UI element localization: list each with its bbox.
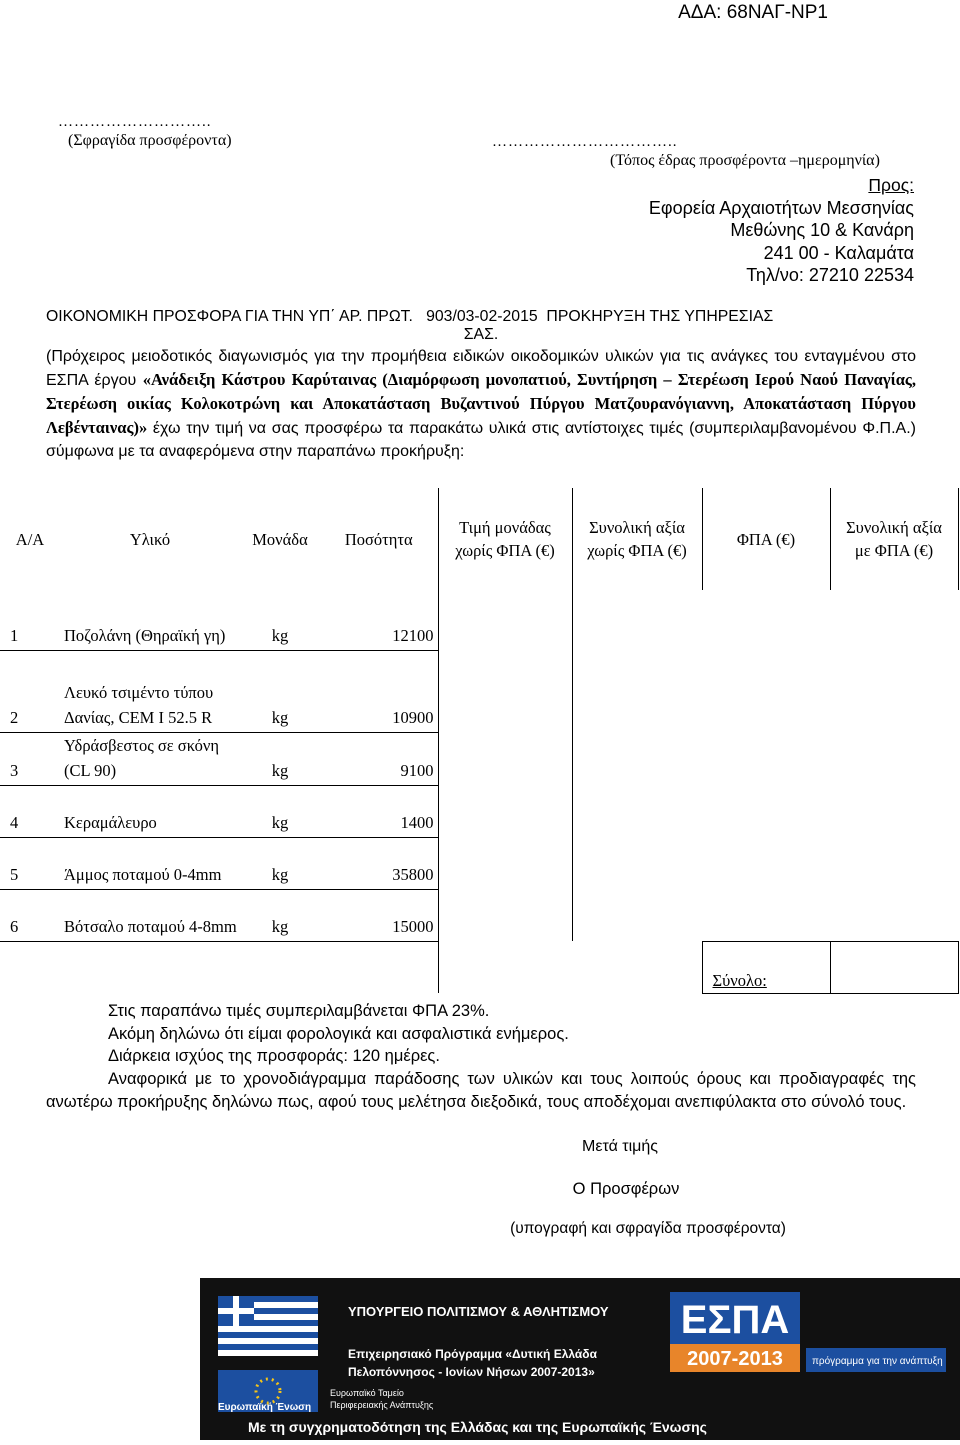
row-unit: kg xyxy=(240,785,320,837)
recipient-block xyxy=(649,174,914,287)
espa-years: 2007-2013 xyxy=(687,1348,783,1370)
total-spacer xyxy=(572,941,702,993)
row-total-with-vat xyxy=(830,837,958,889)
row-vat xyxy=(702,889,830,941)
row-material: Λευκό τσιμέντο τύπου Δανίας, CEM I 52.5 R xyxy=(60,650,240,732)
row-unit: kg xyxy=(240,732,320,785)
ada-code: ΑΔΑ: 68ΝΑΓ-ΝΡ1 xyxy=(678,2,828,23)
table-row xyxy=(0,590,958,650)
row-quantity: 10900 xyxy=(320,650,438,732)
header-aa: Α/Α xyxy=(15,529,45,549)
stamp-dots: ……………………….. xyxy=(58,114,212,130)
table-header-row xyxy=(0,488,958,590)
intro-text-1: (Πρόχειρος μειοδοτικός διαγωνισμός για την προμήθεια ειδικών οικοδομικών υλικών για τις ανάγκες του ενταγμένου στο ΕΣΠΑ έργου xyxy=(46,348,916,389)
table-row xyxy=(0,837,958,889)
row-vat xyxy=(702,785,830,837)
signer-label: Ο Προσφέρων xyxy=(572,1180,680,1198)
row-unit: kg xyxy=(240,837,320,889)
row-material: Βότσαλο ποταμού 4-8mm xyxy=(60,889,240,941)
row-unit-price xyxy=(438,650,572,732)
row-total-with-vat xyxy=(830,785,958,837)
funding-banner xyxy=(200,1278,960,1440)
row-material: Ποζολάνη (Θηραϊκή γη) xyxy=(64,625,226,645)
recipient-street: Μεθώνης 10 & Κανάρη xyxy=(730,220,914,241)
header-vat: ΦΠΑ (€) xyxy=(702,488,830,590)
intro-text-2: έχω την τιμή να σας προσφέρω τα παρακάτω υλικά στις αντίστοιχες τιμές (συμπεριλαμβανομένου Φ.Π.Α.) σύμφωνα με τα αναφερόμενα στην παραπάνω προκήρυξη: xyxy=(46,420,916,460)
eu-label: Ευρωπαϊκή Ένωση xyxy=(218,1402,312,1413)
row-total-with-vat xyxy=(830,590,958,650)
recipient-authority: Εφορεία Αρχαιοτήτων Μεσσηνίας xyxy=(648,197,914,218)
row-unit-price xyxy=(438,785,572,837)
row-number: 1 xyxy=(10,625,19,645)
header-quantity: Ποσότητα xyxy=(344,529,413,549)
footer-notes xyxy=(108,1000,916,1068)
offer-heading xyxy=(46,308,916,344)
row-quantity: 12100 xyxy=(320,590,438,650)
table-row xyxy=(0,650,958,732)
project-title: «Ανάδειξη Κάστρου Καρύταινας (Διαμόρφωση μονοπατιού, Συντήρηση – Στερέωση Ιερού Ναού Παναγίας, Στερέωση οικίας Κολοκοτρώνη και Αποκατάσταση Βυζαντινού Πύργου Ματζουρανόγιαννη, Αποκατάσταση Πύργου Λεβένταινας)» xyxy=(46,370,916,437)
signature-label: (υπογραφή και σφραγίδα προσφέροντα) xyxy=(510,1220,786,1237)
row-unit-price xyxy=(438,837,572,889)
row-vat xyxy=(702,837,830,889)
row-quantity: 15000 xyxy=(320,889,438,941)
place-date-label: (Τόπος έδρας προσφέροντα –ημερομηνία) xyxy=(610,152,880,169)
eu-fund-line1: Ευρωπαϊκό Ταμείο xyxy=(330,1388,404,1398)
row-total-no-vat xyxy=(572,785,702,837)
place-dots: …………………………….. xyxy=(492,134,678,150)
total-label: Σύνολο: xyxy=(702,941,830,993)
row-unit-price xyxy=(438,732,572,785)
recipient-phone: Τηλ/νο: 27210 22534 xyxy=(746,265,914,286)
row-total-no-vat xyxy=(572,732,702,785)
table-row xyxy=(0,785,958,837)
stamp-label: (Σφραγίδα προσφέροντα) xyxy=(68,132,232,149)
row-material: Κεραμάλευρο xyxy=(60,785,240,837)
ministry-name: ΥΠΟΥΡΓΕΙΟ ΠΟΛΙΤΙΣΜΟΥ & ΑΘΛΗΤΙΣΜΟΥ xyxy=(348,1304,609,1319)
row-total-no-vat xyxy=(572,889,702,941)
offer-heading-line2: ΣΑΣ. xyxy=(463,326,499,343)
row-vat xyxy=(702,590,830,650)
header-total-with-vat: Συνολική αξία με ΦΠΑ (€) xyxy=(830,488,958,590)
header-unit: Μονάδα xyxy=(252,529,308,549)
row-material: Υδράσβεστος σε σκόνη (CL 90) xyxy=(60,732,240,785)
table-row xyxy=(0,889,958,941)
program-line1: Επιχειρησιακό Πρόγραμμα «Δυτική Ελλάδα xyxy=(348,1347,597,1361)
row-total-with-vat xyxy=(830,732,958,785)
tax-note: Ακόμη δηλώνω ότι είμαι φορολογικά και ασφαλιστικά ενήμερος. xyxy=(108,1024,569,1043)
table-row xyxy=(0,732,958,785)
row-total-with-vat xyxy=(830,889,958,941)
row-total-no-vat xyxy=(572,590,702,650)
row-total-no-vat xyxy=(572,650,702,732)
header-unit-price: Τιμή μονάδας χωρίς ΦΠΑ (€) xyxy=(438,488,572,590)
funding-banner-graphic xyxy=(200,1278,960,1440)
row-total-with-vat xyxy=(830,650,958,732)
row-total-no-vat xyxy=(572,837,702,889)
row-number: 4 xyxy=(0,785,60,837)
row-quantity: 1400 xyxy=(320,785,438,837)
greek-flag-icon xyxy=(218,1296,318,1356)
espa-logo-text: ΕΣΠΑ xyxy=(680,1298,790,1342)
to-label: Προς: xyxy=(868,175,914,195)
row-number: 6 xyxy=(0,889,60,941)
recipient-city: 241 00 - Καλαμάτα xyxy=(763,242,914,263)
row-number: 2 xyxy=(0,650,60,732)
espa-tagline: πρόγραμμα για την ανάπτυξη xyxy=(812,1356,943,1367)
closing-regards: Μετά τιμής xyxy=(582,1138,658,1155)
row-unit: kg xyxy=(271,625,289,645)
total-value xyxy=(830,941,958,993)
row-unit-price xyxy=(438,889,572,941)
offer-heading-line1: ΟΙΚΟΝΟΜΙΚΗ ΠΡΟΣΦΟΡΑ ΓΙΑ ΤΗΝ ΥΠ΄ ΑΡ. ΠΡΩΤ. 903/03-02-2015 ΠΡΟΚΗΡΥΞΗ ΤΗΣ ΥΠΗΡΕΣΙΑΣ xyxy=(46,308,774,325)
total-spacer xyxy=(438,941,572,993)
header-material: Υλικό xyxy=(129,529,171,549)
header-total-no-vat: Συνολική αξία χωρίς ΦΠΑ (€) xyxy=(572,488,702,590)
row-vat xyxy=(702,732,830,785)
cofinancing-text: Με τη συγχρηματοδότηση της Ελλάδας και της Ευρωπαϊκής Ένωσης xyxy=(248,1419,707,1435)
declaration-paragraph: Αναφορικά με το χρονοδιάγραμμα παράδοσης των υλικών και τους λοιπούς όρους και προδιαγραφές της ανωτέρω προκήρυξης δηλώνω πως, αφού τους μελέτησα διεξοδικά, τους αποδέχομαι ανεπιφύλακτα στο σύνολό τους. xyxy=(46,1070,916,1111)
row-quantity: 35800 xyxy=(320,837,438,889)
row-unit: kg xyxy=(240,889,320,941)
row-number: 3 xyxy=(0,732,60,785)
row-quantity: 9100 xyxy=(320,732,438,785)
row-material: Άμμος ποταμού 0-4mm xyxy=(60,837,240,889)
program-line2: Πελοπόννησος - Ιονίων Νήσων 2007-2013» xyxy=(348,1365,595,1379)
row-number: 5 xyxy=(0,837,60,889)
row-vat xyxy=(702,650,830,732)
materials-table xyxy=(0,488,959,994)
intro-paragraph xyxy=(46,345,916,463)
row-unit: kg xyxy=(240,650,320,732)
row-unit-price xyxy=(438,590,572,650)
total-row xyxy=(0,941,958,993)
validity-note: Διάρκεια ισχύος της προσφοράς: 120 ημέρες. xyxy=(108,1047,440,1066)
eu-fund-line2: Περιφερειακής Ανάπτυξης xyxy=(330,1400,434,1410)
vat-note: Στις παραπάνω τιμές συμπεριλαμβάνεται ΦΠΑ 23%. xyxy=(108,1002,490,1020)
